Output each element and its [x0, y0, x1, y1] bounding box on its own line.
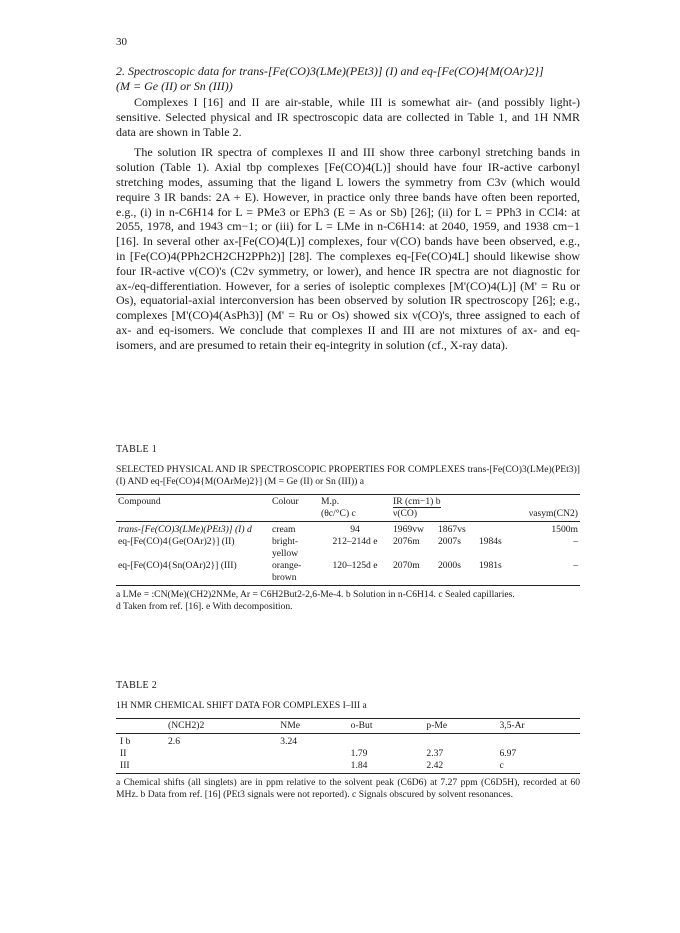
table-row [116, 734, 580, 749]
cell: 1.79 [350, 748, 368, 759]
col-mp-units: (θc/°C) c [319, 508, 391, 522]
table-row [116, 560, 580, 586]
table-2 [116, 680, 580, 801]
table-1-caption: SELECTED PHYSICAL AND IR SPECTROSCOPIC PROPERTIES FOR COMPLEXES trans-[Fe(CO)3(LMe)(PEt3)] (I) AND eq-[Fe(CO)4{M(OArMe)2}] (M = Ge (II) or Sn (III)) a [116, 464, 580, 487]
section-heading-line-2: (M = Ge (II) or Sn (III)) [116, 79, 233, 93]
cell [276, 760, 346, 774]
cell [495, 734, 580, 749]
cell-vasym: – [512, 560, 580, 586]
col-obut: o-But [347, 719, 423, 734]
body-text [116, 95, 580, 353]
cell [422, 734, 495, 749]
col-compound: Compound [116, 495, 270, 509]
col-nch2: (NCH2)2 [164, 719, 276, 734]
col-ar: 3,5-Ar [495, 719, 580, 734]
cell-colour: bright-yellow [272, 536, 299, 559]
cell-vasym: – [573, 536, 578, 547]
paragraph: Complexes I [16] and II are air-stable, while III is somewhat air- (and possibly light-) sensitive. Selected physical and IR spectroscopic data are collected in Table 1, and 1H NMR data are shown in Table 2. [116, 95, 580, 139]
cell-compound: eq-[Fe(CO)4{Sn(OAr)2}] (III) [116, 560, 270, 586]
cell [164, 760, 276, 774]
cell: 3.24 [280, 736, 298, 747]
paragraph: The solution IR spectra of complexes II and III show three carbonyl stretching bands in solution (Table 1). Axial tbp complexes [Fe(CO)4(L)] should have four IR-active carbonyl stretching modes, assuming that the ligand L lowers the symmetry from C3v (which would require 3 IR bands: 2A + E). However, in practice only three bands have often been reported, e.g., (i) in n-C6H14 for L = PMe3 or EPh3 (E = As or Sb) [26]; (ii) for L = PPh3 in CCl4: at 2055, 1978, and 1943 cm−1; or (iii) for L = LMe in n-C6H14: at 2040, 1959, and 1938 cm−1 [16]. In several other ax-[Fe(CO)4(L)] complexes, four ν(CO) bands have been observed, e.g., in [Fe(CO)4(PPh2CH2CH2PPh2)] [28]. The complexes eq-[Fe(CO)4L] should likewise show four IR-active ν(CO)'s (C2v symmetry, or lower), and hence IR spectra are not diagnostic for ax-/eq-differentiation. However, for a series of isoleptic complexes [M'(CO)4(L)] (M' = Ru or Os), equatorial-axial interconversion has been observed by solution IR spectroscopy [26]; e.g., complexes [M'(CO)4(AsPh3)] (M' = Ru or Os) showed six ν(CO)'s, three assigned to each of ax- and eq-isomers. We conclude that complexes II and III are not mixtures of ax- and eq-isomers, and are presumed to retain their eq-integrity in solution (cf., X-ray data). [116, 145, 580, 352]
col-ir: IR (cm−1) b [391, 495, 580, 509]
table-row [116, 522, 580, 537]
cell: III [116, 760, 164, 774]
table-row [116, 536, 580, 560]
cell-mp: 212–214d e [332, 536, 378, 547]
table-2-label: TABLE 2 [116, 680, 158, 691]
cell: 6.97 [499, 748, 517, 759]
table-2-caption: 1H NMR CHEMICAL SHIFT DATA FOR COMPLEXES I–III a [116, 700, 367, 711]
col-complex [116, 719, 164, 734]
col-colour: Colour [270, 495, 319, 509]
col-nme: NMe [276, 719, 346, 734]
col-mp: M.p. [319, 495, 391, 509]
cell-vco-3: 1981s [477, 560, 512, 586]
cell-vco-3 [477, 522, 512, 537]
cell-vco-1: 2076m [393, 536, 420, 547]
table-row [116, 748, 580, 760]
table-1 [116, 444, 580, 613]
cell-vco-1: 1969vw [393, 524, 424, 535]
col-vasym: νasym(CN2) [512, 508, 580, 522]
table-1-footnote: a LMe = :CN(Me)(CH2)2NMe, Ar = C6H2But2-2,6-Me-4. b Solution in n-C6H14. c Sealed capillaries. [116, 589, 515, 600]
cell [347, 734, 423, 749]
cell: c [495, 760, 580, 774]
cell-mp: 94 [350, 524, 360, 535]
cell-vco-2: 2000s [436, 560, 477, 586]
cell-vco-2: 1867vs [438, 524, 466, 535]
cell-colour: cream [272, 524, 296, 535]
cell: 1.84 [347, 760, 423, 774]
cell-compound: eq-[Fe(CO)4{Ge(OAr)2}] (II) [118, 536, 235, 547]
cell: I b [120, 736, 131, 747]
cell: II [120, 748, 127, 759]
table-1-footnotes [116, 589, 580, 613]
cell: 2.6 [168, 736, 180, 747]
cell: 2.42 [422, 760, 495, 774]
table-1-label: TABLE 1 [116, 444, 158, 455]
table-2-footnote: a Chemical shifts (all singlets) are in ppm relative to the solvent peak (C6D6) at 7.27 ppm (C6D5H), recorded at 60 MHz. b Data from ref. [16] (PEt3 signals were not reported). c Signals obscured by solvent resonances. [116, 777, 580, 800]
cell-vasym: 1500m [551, 524, 578, 535]
page-number: 30 [116, 36, 127, 48]
section-heading-line-1: 2. Spectroscopic data for trans-[Fe(CO)3(LMe)(PEt3)] (I) and eq-[Fe(CO)4{M(OAr)2}] [116, 64, 544, 78]
cell [164, 748, 276, 760]
cell-colour: orange-brown [270, 560, 319, 586]
cell: 2.37 [426, 748, 444, 759]
cell-vco-3: 1984s [478, 536, 502, 547]
cell-vco-2: 2007s [438, 536, 461, 547]
cell [276, 748, 346, 760]
article-body [116, 64, 580, 353]
table-1-footnote: d Taken from ref. [16]. e With decomposition. [116, 601, 293, 612]
cell-mp: 120–125d e [319, 560, 391, 586]
col-vco: ν(CO) [391, 508, 512, 522]
table-row [116, 760, 580, 774]
cell-vco-1: 2070m [391, 560, 436, 586]
table-2-grid [116, 718, 580, 774]
section-heading [116, 64, 580, 94]
col-pme: p-Me [422, 719, 495, 734]
table-1-grid [116, 494, 580, 586]
cell-compound: trans-[Fe(CO)3(LMe)(PEt3)] (I) d [118, 524, 252, 535]
